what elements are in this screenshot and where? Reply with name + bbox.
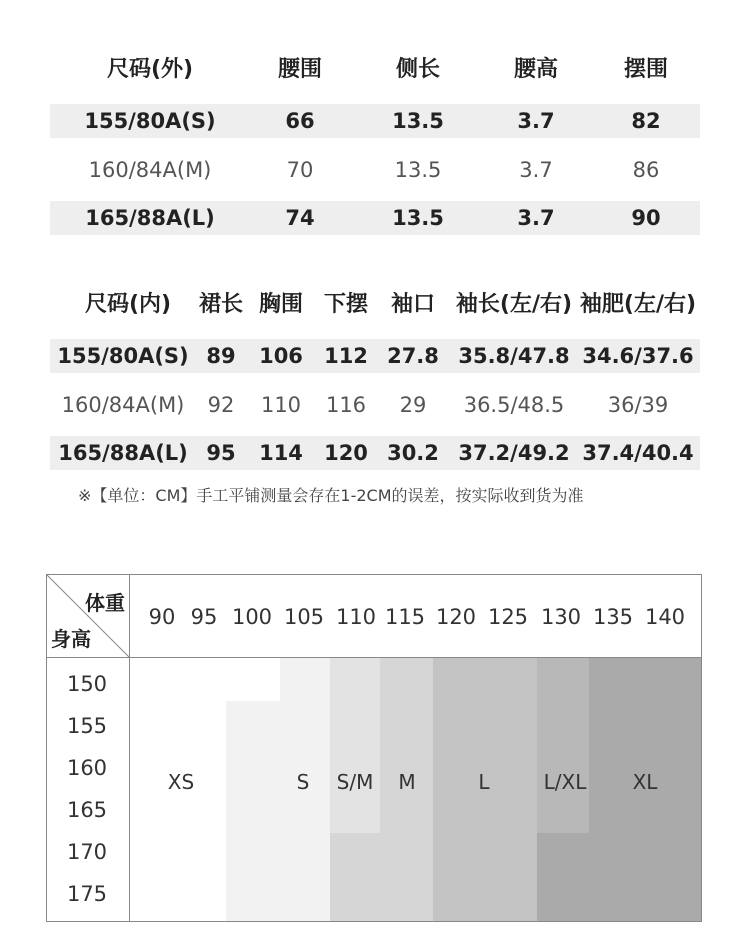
outer-table-row bbox=[50, 104, 700, 138]
inner-header-chest: 胸围 bbox=[258, 291, 303, 317]
weight-label: 140 bbox=[644, 605, 686, 629]
inner-cell-chest: 110 bbox=[260, 393, 302, 417]
measurement-note: ※【单位：CM】手工平铺测量会存在1-2CM的误差，按实际收到货为准 bbox=[78, 486, 584, 505]
outer-cell-size: 160/84A(M) bbox=[88, 158, 212, 182]
outer-table-row bbox=[50, 153, 700, 187]
outer-cell-waist: 74 bbox=[285, 206, 315, 230]
weight-header-row bbox=[130, 575, 701, 658]
chart-corner-header bbox=[47, 575, 130, 658]
inner-cell-sleeve-length: 36.5/48.5 bbox=[463, 393, 565, 417]
zone-xs-upper bbox=[226, 658, 280, 701]
outer-table-header-row bbox=[50, 47, 700, 87]
size-label-s: S bbox=[296, 770, 310, 794]
weight-label: 90 bbox=[148, 605, 176, 629]
zone-sm-lower bbox=[330, 833, 380, 921]
outer-cell-hem: 90 bbox=[631, 206, 661, 230]
height-label: 165 bbox=[66, 798, 108, 822]
inner-cell-dress-length: 92 bbox=[207, 393, 235, 417]
outer-header-waist-height: 腰高 bbox=[513, 56, 558, 82]
outer-cell-waist-height: 3.7 bbox=[517, 109, 555, 133]
outer-cell-side-length: 13.5 bbox=[394, 158, 442, 182]
inner-cell-hem: 112 bbox=[324, 344, 368, 368]
outer-table-row bbox=[50, 201, 700, 235]
outer-cell-hem: 86 bbox=[632, 158, 660, 182]
inner-header-hem: 下摆 bbox=[323, 291, 368, 317]
size-label-xl: XL bbox=[632, 770, 658, 794]
zone-lxl bbox=[537, 658, 589, 833]
inner-cell-hem: 116 bbox=[325, 393, 367, 417]
inner-table-row bbox=[50, 339, 700, 373]
outer-header-size: 尺码(外) bbox=[106, 56, 194, 82]
inner-cell-sleeve-width: 34.6/37.6 bbox=[582, 344, 694, 368]
outer-cell-waist: 70 bbox=[286, 158, 314, 182]
inner-table-header-row bbox=[50, 282, 700, 322]
inner-cell-size: 160/84A(M) bbox=[61, 393, 185, 417]
outer-cell-side-length: 13.5 bbox=[392, 109, 444, 133]
inner-cell-cuff: 27.8 bbox=[387, 344, 439, 368]
weight-label: 120 bbox=[435, 605, 477, 629]
size-recommendation-chart bbox=[46, 574, 702, 922]
weight-label: 100 bbox=[231, 605, 273, 629]
size-label-l: L bbox=[478, 770, 490, 794]
height-label: 155 bbox=[66, 714, 108, 738]
height-label: 175 bbox=[66, 882, 108, 906]
height-label: 160 bbox=[66, 756, 108, 780]
inner-cell-sleeve-width: 37.4/40.4 bbox=[582, 441, 694, 465]
size-label-lxl: L/XL bbox=[543, 770, 587, 794]
outer-header-hem: 摆围 bbox=[623, 56, 668, 82]
outer-cell-waist-height: 3.7 bbox=[519, 158, 553, 182]
zone-lxl-lower bbox=[537, 833, 589, 921]
outer-header-waist: 腰围 bbox=[277, 56, 322, 82]
outer-cell-size: 155/80A(S) bbox=[84, 109, 216, 133]
inner-header-sleeve-length: 袖长(左/右) bbox=[455, 291, 573, 317]
zone-sm bbox=[330, 658, 380, 833]
inner-cell-hem: 120 bbox=[324, 441, 368, 465]
weight-label: 125 bbox=[487, 605, 529, 629]
inner-cell-cuff: 30.2 bbox=[387, 441, 439, 465]
zone-xs-lower bbox=[226, 701, 280, 921]
weight-label: 95 bbox=[190, 605, 218, 629]
inner-cell-sleeve-width: 36/39 bbox=[607, 393, 669, 417]
inner-header-cuff: 袖口 bbox=[390, 291, 435, 317]
inner-cell-cuff: 29 bbox=[399, 393, 427, 417]
weight-label: 130 bbox=[540, 605, 582, 629]
inner-cell-sleeve-length: 37.2/49.2 bbox=[458, 441, 570, 465]
height-label: 170 bbox=[66, 840, 108, 864]
outer-cell-waist: 66 bbox=[285, 109, 315, 133]
size-label-xs: XS bbox=[167, 770, 195, 794]
height-label: 150 bbox=[66, 672, 108, 696]
inner-header-sleeve-width: 袖肥(左/右) bbox=[579, 291, 697, 317]
weight-label: 135 bbox=[592, 605, 634, 629]
inner-cell-dress-length: 95 bbox=[206, 441, 236, 465]
size-label-m: M bbox=[398, 770, 416, 794]
inner-cell-sleeve-length: 35.8/47.8 bbox=[458, 344, 570, 368]
inner-cell-size: 165/88A(L) bbox=[58, 441, 188, 465]
weight-label: 115 bbox=[384, 605, 426, 629]
weight-axis-label: 体重 bbox=[85, 591, 125, 615]
inner-cell-chest: 106 bbox=[259, 344, 303, 368]
height-label-column bbox=[47, 658, 130, 921]
weight-label: 105 bbox=[283, 605, 325, 629]
outer-cell-hem: 82 bbox=[631, 109, 661, 133]
height-axis-label: 身高 bbox=[51, 627, 91, 651]
outer-cell-size: 165/88A(L) bbox=[85, 206, 215, 230]
inner-cell-chest: 114 bbox=[259, 441, 303, 465]
size-label-sm: S/M bbox=[336, 770, 374, 794]
inner-header-size: 尺码(内) bbox=[84, 291, 172, 317]
inner-cell-dress-length: 89 bbox=[206, 344, 236, 368]
outer-cell-waist-height: 3.7 bbox=[517, 206, 555, 230]
inner-header-dress-length: 裙长 bbox=[198, 291, 243, 317]
weight-label: 110 bbox=[335, 605, 377, 629]
outer-header-side-length: 侧长 bbox=[395, 56, 440, 82]
inner-cell-size: 155/80A(S) bbox=[57, 344, 189, 368]
inner-table-row bbox=[50, 388, 700, 422]
inner-table-row bbox=[50, 436, 700, 470]
outer-cell-side-length: 13.5 bbox=[392, 206, 444, 230]
